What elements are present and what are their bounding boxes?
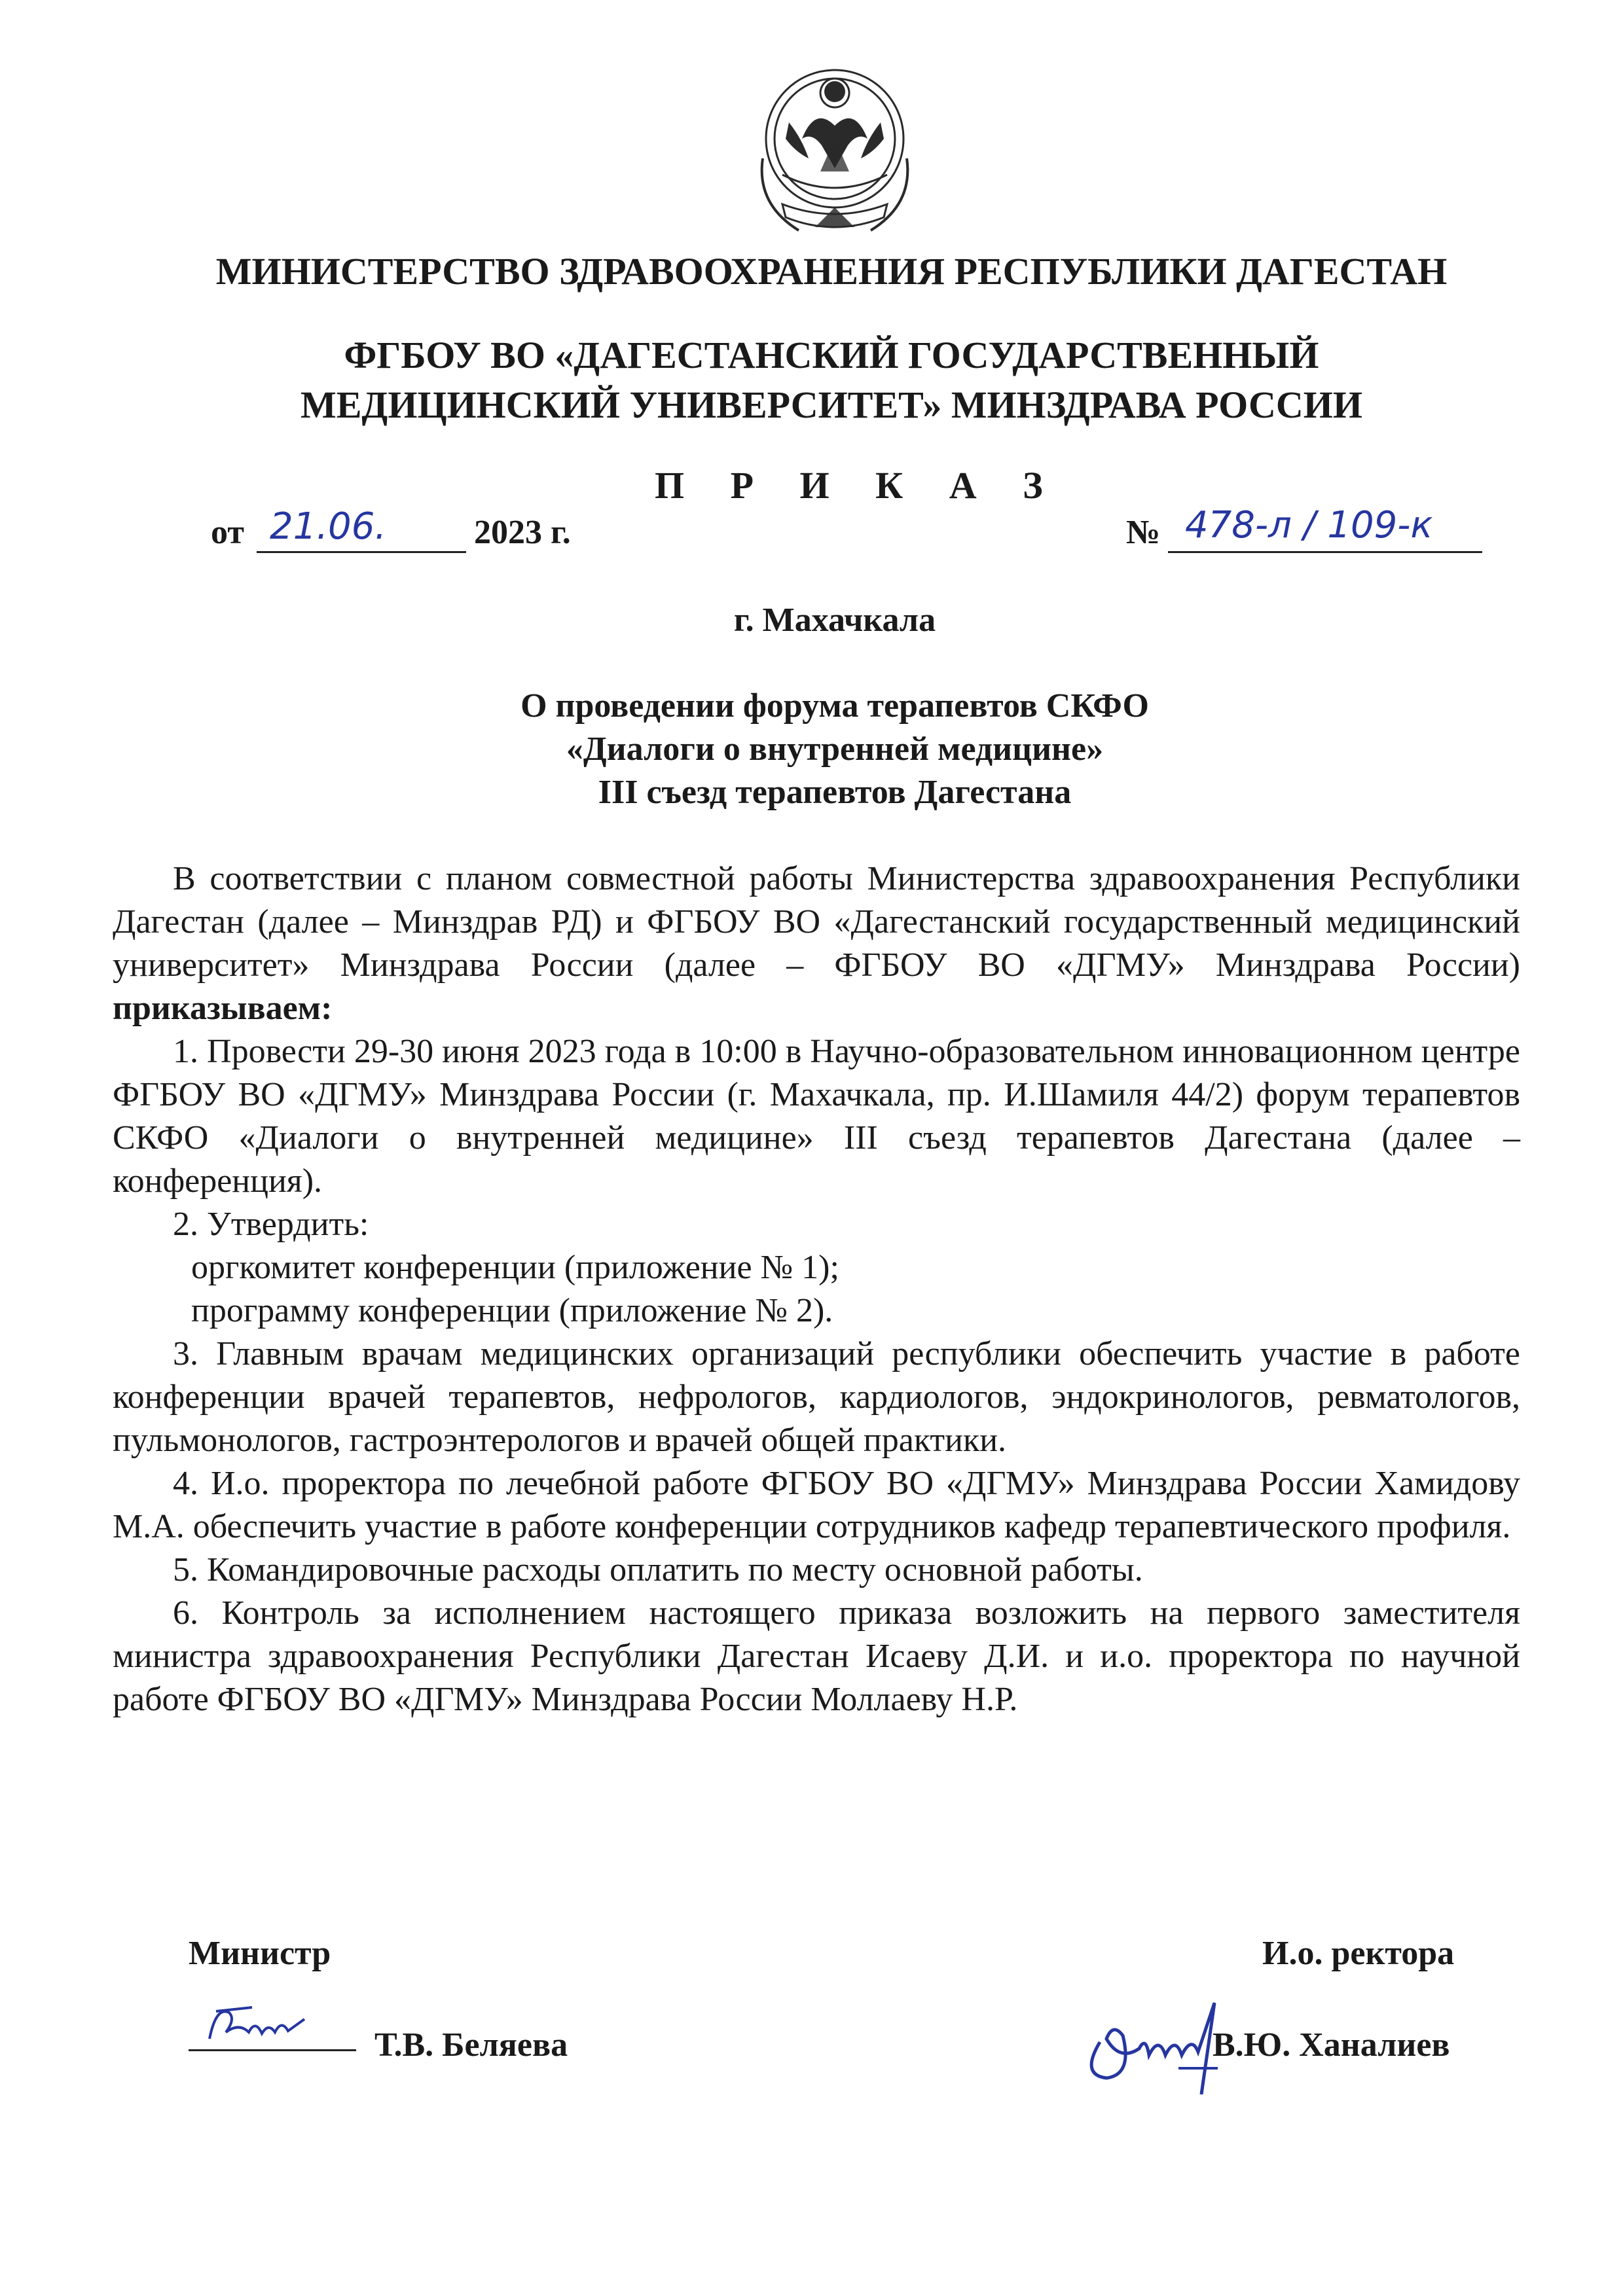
minister-title: Министр — [189, 1935, 331, 1972]
minister-name: Т.В. Беляева — [374, 2026, 568, 2064]
order-body — [113, 857, 1520, 1721]
rector-name: В.Ю. Ханалиев — [1213, 2026, 1450, 2064]
order-number-field — [1126, 504, 1493, 558]
order-item-4: 4. И.о. проректора по лечебной работе ФГБОУ ВО «ДГМУ» Минздрава России Хамидову М.А. обеспечить участие в работе конференции сотрудников кафедр терапевтического профиля. — [113, 1465, 1520, 1545]
date-year: 2023 г. — [474, 514, 571, 551]
number-prefix: № — [1126, 514, 1161, 551]
university-header-line2: МЕДИЦИНСКИЙ УНИВЕРСИТЕТ» МИНЗДРАВА РОССИИ — [301, 384, 1362, 426]
city: г. Махачкала — [733, 601, 936, 639]
preamble-paragraph — [113, 857, 1520, 1030]
date-prefix: от — [211, 514, 244, 551]
minister-signature-icon — [190, 1993, 360, 2058]
number-handwritten: 478-л / 109-к — [1185, 504, 1433, 547]
order-item-1: 1. Провести 29-30 июня 2023 года в 10:00 в Научно-образовательном инновационном центре ФГБОУ ВО «ДГМУ» Минздрава России (г. Махачкала, пр. И.Шамиля 44/2) форум терапевтов СКФО «Диалоги о внутренней медицине» III съезд терапевтов Дагестана (далее – конференция). — [113, 1033, 1520, 1200]
date-handwritten: 21.06. — [270, 505, 387, 548]
subject-line2: «Диалоги о внутренней медицине» — [566, 730, 1104, 768]
preamble-order-word: приказываем: — [113, 990, 333, 1027]
subject-line1: О проведении форума терапевтов СКФО — [520, 687, 1149, 725]
order-item-2: 2. Утвердить: — [173, 1206, 369, 1243]
subject-line3: III съезд терапевтов Дагестана — [598, 774, 1072, 811]
order-item-5: 5. Командировочные расходы оплатить по месту основной работы. — [173, 1551, 1143, 1588]
order-subject — [393, 685, 1277, 814]
order-item-3: 3. Главным врачам медицинских организаций республики обеспечить участие в работе конференции врачей терапевтов, нефрологов, кардиологов, эндокринологов, ревматологов, пульмонологов, гастроэнтерологов и врачей общей практики. — [113, 1335, 1520, 1459]
order-item-2a: оргкомитет конференции (приложение № 1); — [191, 1249, 839, 1286]
rector-title: И.о. ректора — [1262, 1935, 1455, 1972]
coat-of-arms-icon — [737, 60, 933, 263]
document-type-title: П Р И К А З — [655, 464, 1061, 507]
order-item-2b: программу конференции (приложение № 2). — [191, 1292, 833, 1329]
order-item-6: 6. Контроль за исполнением настоящего приказа возложить на первого заместителя министра здравоохранения Республики Дагестан Исаеву Д.И. и и.о. проректора по научной работе ФГБОУ ВО «ДГМУ» Минздрава России Моллаеву Н.Р. — [113, 1594, 1520, 1718]
ministry-header: МИНИСТЕРСТВО ЗДРАВООХРАНЕНИЯ РЕСПУБЛИКИ ДАГЕСТАН — [215, 250, 1448, 293]
university-header-line1: ФГБОУ ВО «ДАГЕСТАНСКИЙ ГОСУДАРСТВЕННЫЙ — [344, 334, 1319, 376]
preamble-text: В соответствии с планом совместной работы Министерства здравоохранения Республики Дагестан (далее – Минздрав РД) и ФГБОУ ВО «Дагестанский государственный медицинский университет» Минздрава России (далее – ФГБОУ ВО «ДГМУ» Минздрава России) — [113, 860, 1520, 984]
